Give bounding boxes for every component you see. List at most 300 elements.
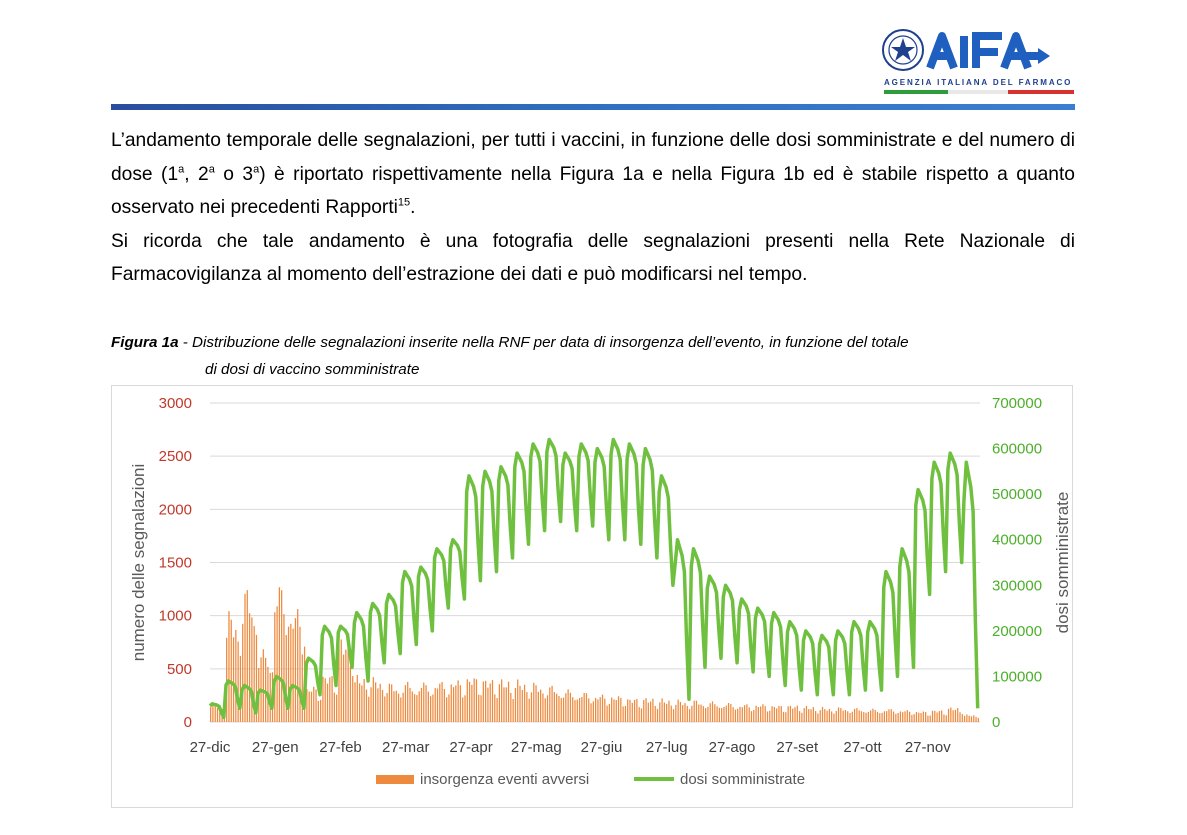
x-tick-label: 27-ago	[708, 739, 756, 756]
bar	[467, 679, 468, 722]
bar	[946, 715, 947, 722]
bar	[545, 698, 546, 722]
bar	[496, 698, 497, 722]
bar	[334, 693, 335, 722]
bar	[652, 699, 653, 722]
bar	[476, 679, 477, 722]
bar	[673, 709, 674, 722]
x-tick-label: 27-gen	[251, 739, 299, 756]
bar	[957, 708, 958, 722]
bar	[510, 693, 511, 722]
bar	[570, 693, 571, 722]
bar	[639, 707, 640, 722]
bar	[641, 708, 642, 722]
bar	[318, 701, 319, 722]
bar	[613, 699, 614, 722]
bar	[767, 711, 768, 722]
bar	[368, 697, 369, 722]
bar	[682, 705, 683, 722]
x-tick-label: 27-ott	[843, 739, 882, 756]
x-tick-label: 27-mag	[510, 739, 562, 756]
y-left-tick-label: 0	[183, 714, 192, 731]
bar	[909, 712, 910, 722]
x-tick-label: 27-lug	[645, 739, 688, 756]
bar	[478, 695, 479, 722]
bar	[409, 688, 410, 722]
bar	[744, 705, 745, 722]
bar	[657, 709, 658, 722]
bar	[430, 696, 431, 722]
bar	[590, 703, 591, 722]
bar	[643, 700, 644, 722]
bar	[826, 711, 827, 722]
bar	[517, 679, 518, 722]
bar	[242, 624, 243, 722]
bar	[870, 710, 871, 722]
bar	[875, 710, 876, 722]
bar	[469, 682, 470, 722]
bar	[675, 705, 676, 722]
bar	[927, 716, 928, 722]
bar	[661, 698, 662, 722]
bar	[233, 637, 234, 722]
bar	[419, 691, 420, 722]
bar	[726, 706, 727, 722]
bar	[762, 704, 763, 722]
bar	[680, 702, 681, 722]
bar	[783, 712, 784, 722]
bar	[671, 706, 672, 722]
bar	[515, 688, 516, 722]
bar	[774, 707, 775, 722]
bar	[655, 706, 656, 722]
bar	[907, 710, 908, 722]
bar	[215, 706, 216, 722]
bar	[210, 707, 211, 722]
bar	[666, 704, 667, 722]
bar	[593, 701, 594, 722]
bar	[535, 685, 536, 722]
bar	[320, 700, 321, 722]
bar	[620, 698, 621, 722]
bar	[471, 685, 472, 722]
bar	[309, 692, 310, 722]
bar	[618, 696, 619, 722]
bar	[572, 697, 573, 722]
bar	[407, 682, 408, 722]
bar	[480, 695, 481, 722]
bar	[728, 703, 729, 722]
bar	[966, 715, 967, 722]
bar	[948, 709, 949, 722]
bar	[893, 712, 894, 722]
bar	[540, 690, 541, 722]
bar	[840, 708, 841, 722]
bar	[382, 690, 383, 722]
bar	[959, 712, 960, 722]
bar	[751, 711, 752, 722]
bar	[914, 714, 915, 722]
bar	[898, 713, 899, 722]
bar	[451, 684, 452, 722]
x-tick-label: 27-giu	[580, 739, 623, 756]
bar	[753, 710, 754, 722]
bar	[705, 708, 706, 722]
bar	[659, 702, 660, 722]
bar	[391, 684, 392, 722]
bar	[357, 675, 358, 722]
bar	[359, 683, 360, 722]
bar	[776, 708, 777, 722]
bar	[315, 689, 316, 722]
bar	[785, 712, 786, 722]
bar	[854, 709, 855, 722]
bar	[354, 682, 355, 722]
bar	[930, 716, 931, 722]
bar	[329, 677, 330, 722]
y-right-tick-label: 700000	[992, 395, 1043, 412]
bar	[886, 711, 887, 722]
bar	[490, 683, 491, 722]
bar	[389, 684, 390, 722]
bar	[302, 654, 303, 722]
caption-line-1: Distribuzione delle segnalazioni inserite nella RNF per data di insorgenza dell’evento, in funzione del totale	[192, 334, 909, 351]
bar	[352, 676, 353, 722]
figure-label: Figura 1a	[111, 334, 179, 351]
bar	[501, 679, 502, 722]
bar	[804, 708, 805, 722]
bar	[918, 713, 919, 722]
bar	[361, 685, 362, 722]
bar	[435, 688, 436, 722]
bar	[441, 682, 442, 722]
bar	[838, 707, 839, 722]
bar	[574, 700, 575, 722]
bar	[235, 630, 236, 722]
bar	[579, 698, 580, 722]
bar	[813, 707, 814, 722]
bar	[902, 712, 903, 722]
bar	[228, 611, 229, 722]
bar	[936, 712, 937, 722]
bar	[231, 620, 232, 722]
bar	[299, 627, 300, 722]
bar	[962, 714, 963, 722]
x-tick-label: 27-feb	[319, 739, 362, 756]
bar	[313, 687, 314, 722]
bar	[714, 704, 715, 722]
bar	[327, 684, 328, 722]
bar	[648, 703, 649, 722]
bar	[806, 706, 807, 722]
bar	[398, 694, 399, 722]
bar	[581, 697, 582, 722]
bar	[483, 682, 484, 722]
y-left-axis-title: numero delle segnalazioni	[129, 463, 148, 662]
bar	[923, 712, 924, 722]
bar	[941, 710, 942, 722]
bar	[412, 691, 413, 722]
bar	[331, 676, 332, 722]
y-right-tick-label: 200000	[992, 622, 1043, 640]
y-left-tick-label: 1000	[158, 607, 192, 625]
bar	[865, 713, 866, 722]
bar	[723, 707, 724, 722]
bar	[217, 708, 218, 722]
bar	[698, 705, 699, 722]
y-right-tick-label: 400000	[992, 531, 1043, 549]
bar	[597, 699, 598, 722]
bar	[561, 698, 562, 722]
bar	[345, 650, 346, 722]
paragraph-2: Si ricorda che tale andamento è una fotografia delle segnalazioni presenti nella Rete Nazionale di Farmacovigilanza al momento dell’estrazione dei dati e può modificarsi nel tempo.	[111, 230, 1075, 285]
bar	[508, 682, 509, 722]
bar	[879, 713, 880, 722]
bar	[737, 709, 738, 722]
bar	[884, 711, 885, 722]
bar	[437, 688, 438, 722]
bar	[810, 709, 811, 722]
bar	[822, 707, 823, 722]
paragraph-1: L’andamento temporale delle segnalazioni, per tutti i vaccini, in funzione delle dosi somministrate e del numero di dose (1$^a$, 2$^a$ o 3$^a$) è riportato rispettivamente nella Figura 1a e nella Figura 1b ed è stabile rispetto a quanto osservato nei precedenti Rapporti$^{15}$.	[111, 130, 1075, 218]
bar	[446, 697, 447, 722]
bar	[377, 688, 378, 722]
bar	[749, 707, 750, 722]
y-left-tick-label: 2500	[158, 448, 192, 466]
bar	[396, 691, 397, 722]
bar	[297, 609, 298, 722]
y-right-tick-label: 300000	[992, 577, 1043, 595]
bar	[904, 711, 905, 722]
bar	[604, 699, 605, 722]
bar	[788, 706, 789, 722]
legend-bar-label: insorgenza eventi avversi	[420, 771, 590, 788]
bar	[448, 694, 449, 722]
bar	[760, 707, 761, 722]
bar	[295, 618, 296, 722]
bar	[678, 700, 679, 722]
bar	[687, 706, 688, 722]
bar	[799, 711, 800, 722]
bar	[458, 680, 459, 722]
bar	[506, 687, 507, 722]
bar	[556, 694, 557, 722]
y-left-tick-label: 3000	[158, 395, 192, 412]
bar	[758, 707, 759, 722]
bar	[439, 684, 440, 722]
bar	[370, 687, 371, 722]
figure-caption: Figura 1a - Distribuzione delle segnalazioni inserite nella RNF per data di insorgenza dell’evento, in funzione del totale di dosi di vaccino somministrate	[111, 329, 1075, 383]
bar	[971, 716, 972, 722]
bar	[634, 700, 635, 722]
y-left-tick-label: 1500	[158, 554, 192, 572]
bar	[719, 708, 720, 722]
bar	[538, 692, 539, 722]
bar	[691, 706, 692, 722]
bar	[973, 715, 974, 722]
y-right-tick-label: 600000	[992, 440, 1043, 458]
bar	[684, 703, 685, 722]
bar	[238, 642, 239, 722]
bar	[432, 694, 433, 722]
bar	[733, 707, 734, 722]
bar	[421, 688, 422, 722]
bar	[244, 594, 245, 722]
bar	[771, 706, 772, 722]
body-text	[111, 124, 1075, 292]
bar	[414, 694, 415, 722]
bar	[932, 711, 933, 722]
bar	[730, 704, 731, 722]
y-right-tick-label: 500000	[992, 486, 1043, 504]
bar	[428, 692, 429, 722]
bar	[373, 677, 374, 722]
bar	[721, 708, 722, 722]
chart-container	[111, 385, 1073, 808]
bar	[792, 709, 793, 722]
bar	[563, 698, 564, 722]
bar	[249, 613, 250, 722]
bar	[464, 695, 465, 722]
bar	[950, 708, 951, 722]
bar	[668, 701, 669, 722]
bar	[955, 710, 956, 722]
bar	[700, 705, 701, 722]
bar	[881, 713, 882, 722]
header-divider	[111, 104, 1075, 110]
bar	[664, 702, 665, 722]
bar	[311, 692, 312, 722]
bar	[820, 710, 821, 722]
bar	[265, 658, 266, 722]
bar	[868, 712, 869, 722]
bar	[629, 700, 630, 722]
bar	[281, 590, 282, 722]
y-left-tick-label: 2000	[158, 501, 192, 519]
bar	[366, 690, 367, 722]
bar	[755, 706, 756, 722]
bar	[542, 693, 543, 722]
dual-axis-chart	[112, 386, 1074, 809]
bar	[529, 699, 530, 722]
bar	[632, 703, 633, 722]
bar	[444, 689, 445, 722]
bar	[943, 714, 944, 722]
y-right-tick-label: 100000	[992, 668, 1043, 686]
bar	[765, 706, 766, 722]
bar	[453, 687, 454, 722]
bar	[877, 712, 878, 722]
legend-bar-swatch	[376, 775, 414, 784]
bar	[888, 709, 889, 722]
bar	[895, 714, 896, 722]
bar	[696, 701, 697, 722]
bar	[595, 698, 596, 722]
bar	[978, 718, 979, 722]
bar	[911, 715, 912, 722]
bar	[400, 697, 401, 722]
bar	[836, 711, 837, 722]
bar	[859, 710, 860, 722]
bar	[742, 707, 743, 722]
bar	[845, 710, 846, 722]
bar	[636, 699, 637, 722]
bar	[863, 712, 864, 722]
bar	[627, 699, 628, 722]
bar	[425, 685, 426, 722]
bar	[375, 682, 376, 722]
bar	[861, 711, 862, 722]
bar	[343, 655, 344, 722]
bar	[551, 686, 552, 722]
bar	[251, 617, 252, 722]
x-tick-label: 27-mar	[382, 739, 430, 756]
bar	[325, 678, 326, 722]
bar	[403, 693, 404, 722]
bar	[384, 696, 385, 722]
bar	[276, 606, 277, 722]
bar	[522, 690, 523, 722]
bar	[533, 683, 534, 722]
bar	[565, 693, 566, 722]
bar	[872, 709, 873, 722]
bar	[778, 706, 779, 722]
bar	[455, 685, 456, 722]
bar	[494, 694, 495, 722]
bar	[703, 706, 704, 722]
footnote-ref: 15	[397, 196, 411, 209]
bar	[815, 711, 816, 722]
bar	[916, 712, 917, 722]
bar	[616, 700, 617, 722]
bar	[586, 693, 587, 722]
bar	[336, 695, 337, 722]
x-tick-label: 27-apr	[449, 739, 493, 756]
bar	[519, 686, 520, 722]
bar	[423, 683, 424, 722]
bar	[568, 689, 569, 722]
bar	[487, 688, 488, 722]
bar	[824, 709, 825, 722]
bar	[611, 698, 612, 722]
bar	[975, 717, 976, 722]
bar	[790, 706, 791, 722]
bar	[577, 700, 578, 722]
bar	[920, 713, 921, 722]
bar	[694, 701, 695, 722]
bar	[969, 716, 970, 722]
bar	[609, 704, 610, 722]
bar	[416, 695, 417, 722]
bar	[526, 692, 527, 722]
aifa-logo	[880, 28, 1080, 100]
bar	[350, 666, 351, 722]
bar	[847, 711, 848, 722]
bar	[290, 624, 291, 722]
bar	[485, 681, 486, 722]
x-tick-label: 27-set	[776, 739, 819, 756]
bar	[735, 710, 736, 722]
bar	[212, 703, 213, 722]
bar	[503, 687, 504, 722]
bar	[934, 711, 935, 722]
bar	[524, 685, 525, 722]
bar	[283, 614, 284, 722]
bar	[531, 692, 532, 722]
bar	[746, 704, 747, 722]
bar	[856, 708, 857, 722]
bar	[739, 707, 740, 722]
